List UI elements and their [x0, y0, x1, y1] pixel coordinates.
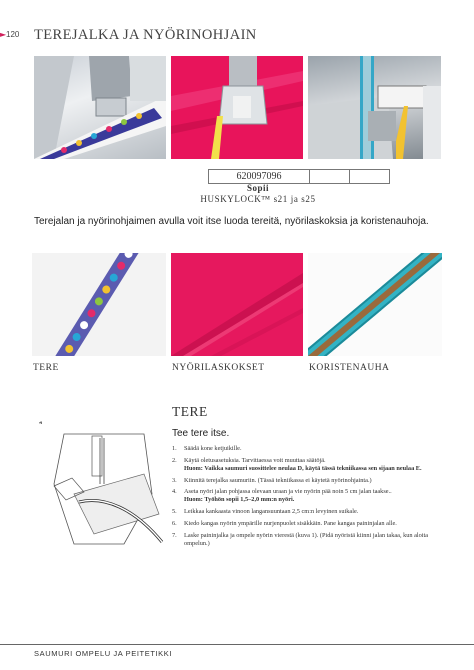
intro-text: Terejalan ja nyörinohjaimen avulla voit itse luoda tereitä, nyörilaskoksia ja koristenauhoja.	[34, 216, 429, 227]
step-item: 2. Käytä oletusasetuksia. Tarvittaessa voit muuttaa säätöjä. Huom: Vaikka saumuri suosittelee neulaa D, käytä tässä tekniikassa sen sijaan neulaa E.	[172, 456, 422, 472]
photo-trim-sample	[308, 253, 442, 356]
arrow-icon: ►	[0, 30, 7, 39]
photo-piping-sample	[32, 253, 166, 356]
photo-pintucks-sample	[171, 253, 303, 356]
step-item: 3. Kiinnitä terejalka saumuriin. (Tässä tekniikassa ei käytetä nyörinohjainta.)	[172, 476, 372, 484]
photo-pintucks-sewing	[171, 56, 303, 159]
step-item: 7. Laske paininjalka ja ompele nyörin vierestä (kuva 1). (Pidä nyöristä kiinni jalan takaa, kun aloita ompelun.)	[172, 531, 429, 547]
instruction-steps	[172, 445, 452, 552]
step-item: 5. Leikkaa kankaasta vinoon langansuuntaan 2,5 cm:n levyinen suikale.	[172, 508, 359, 516]
step-item: 6. Kiedo kangas nyörin ympärille nurjenpuolet sisäkkäin. Pane kangas paininjalan alle.	[172, 519, 397, 527]
fits-models: HUSKYLOCK™ s21 ja s25	[200, 194, 316, 204]
page-number: 120	[6, 30, 20, 39]
caption-pintucks: NYÖRILASKOKSET	[172, 363, 265, 373]
step-item: 4. Aseta nyöri jalan pohjassa olevaan uraan ja vie nyörin pää noin 5 cm jalan taakse.. Huom: Työhön sopii 1,5–2,0 mm:n nyöri.	[172, 488, 392, 504]
fits-label: Sopii	[246, 183, 269, 193]
footer-text: SAUMURI OMPELU JA PEITETIKKI	[34, 649, 173, 658]
product-code-empty-cell	[310, 170, 350, 183]
product-code-table	[208, 169, 390, 184]
photo-piping-foot-sewing	[34, 56, 166, 159]
caption-trim: KORISTENAUHA	[309, 363, 390, 373]
footer-divider	[0, 644, 474, 645]
caption-piping: TERE	[33, 363, 59, 373]
product-code-empty-cell	[350, 170, 389, 183]
page-title: TEREJALKA JA NYÖRINOHJAIN	[34, 27, 257, 43]
step-1-illustration	[34, 424, 167, 554]
section-subtitle: Tee tere itse.	[172, 428, 230, 439]
product-code: 620097096	[209, 170, 310, 183]
step-item: 1. Säädä kone ketjuikille.	[172, 445, 242, 452]
section-title: TERE	[172, 404, 208, 419]
photo-trim-attachment	[308, 56, 441, 159]
